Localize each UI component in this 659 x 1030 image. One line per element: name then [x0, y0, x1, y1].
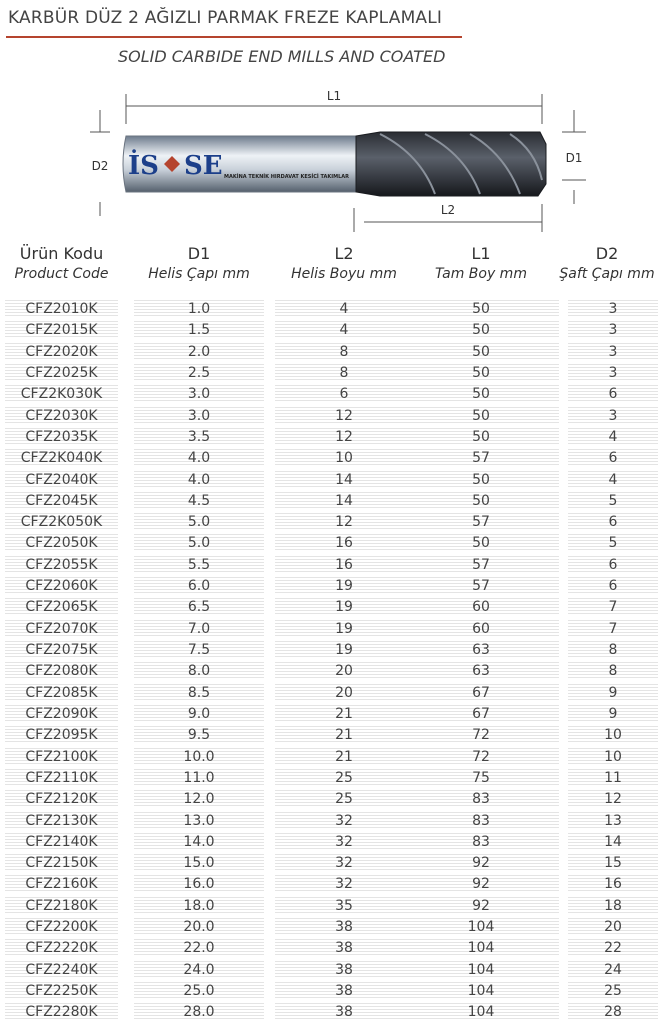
- l2-cell: 38: [275, 1003, 413, 1021]
- d1-cell: 4.5: [134, 492, 264, 510]
- d2-cell: 8: [568, 641, 658, 659]
- d2-cell: 4: [568, 471, 658, 489]
- product-code-cell: CFZ2K030K: [5, 385, 118, 403]
- product-table: [0, 298, 659, 1023]
- table-row: [0, 511, 659, 532]
- d1-cell: 12.0: [134, 790, 264, 808]
- d1-cell: 3.0: [134, 385, 264, 403]
- table-row: [0, 895, 659, 916]
- product-code-cell: CFZ2150K: [5, 854, 118, 872]
- product-code-cell: CFZ2220K: [5, 939, 118, 957]
- d2-cell: 3: [568, 321, 658, 339]
- l1-cell: 57: [403, 577, 559, 595]
- l1-cell: 92: [403, 897, 559, 915]
- d1-cell: 3.0: [134, 407, 264, 425]
- l1-cell: 50: [403, 385, 559, 403]
- d2-cell: 6: [568, 577, 658, 595]
- l1-cell: 67: [403, 684, 559, 702]
- d1-cell: 16.0: [134, 875, 264, 893]
- table-row: [0, 724, 659, 745]
- d1-cell: 20.0: [134, 918, 264, 936]
- d2-cell: 5: [568, 534, 658, 552]
- product-code-cell: CFZ2010K: [5, 300, 118, 318]
- l1-cell: 50: [403, 407, 559, 425]
- header-l2-tr: L2: [334, 244, 354, 263]
- l2-cell: 32: [275, 812, 413, 830]
- l1-cell: 83: [403, 790, 559, 808]
- d2-cell: 9: [568, 684, 658, 702]
- d1-cell: 9.0: [134, 705, 264, 723]
- d2-cell: 3: [568, 364, 658, 382]
- l2-cell: 19: [275, 641, 413, 659]
- l1-cell: 92: [403, 875, 559, 893]
- l2-cell: 10: [275, 449, 413, 467]
- l1-cell: 92: [403, 854, 559, 872]
- table-row: [0, 873, 659, 894]
- product-code-cell: CFZ2025K: [5, 364, 118, 382]
- d1-cell: 10.0: [134, 748, 264, 766]
- logo-right: SE: [184, 151, 223, 181]
- table-row: [0, 532, 659, 553]
- d1-cell: 25.0: [134, 982, 264, 1000]
- d2-cell: 25: [568, 982, 658, 1000]
- table-row: [0, 639, 659, 660]
- l1-cell: 50: [403, 471, 559, 489]
- l2-cell: 16: [275, 556, 413, 574]
- product-code-cell: CFZ2K040K: [5, 449, 118, 467]
- product-code-cell: CFZ2250K: [5, 982, 118, 1000]
- d1-cell: 5.0: [134, 534, 264, 552]
- l2-cell: 38: [275, 961, 413, 979]
- l2-cell: 25: [275, 790, 413, 808]
- l1-cell: 72: [403, 726, 559, 744]
- table-row: [0, 447, 659, 468]
- table-row: [0, 660, 659, 681]
- table-row: [0, 298, 659, 319]
- product-code-cell: CFZ2140K: [5, 833, 118, 851]
- l1-cell: 67: [403, 705, 559, 723]
- d1-cell: 4.0: [134, 471, 264, 489]
- l2-cell: 16: [275, 534, 413, 552]
- d2-cell: 28: [568, 1003, 658, 1021]
- l2-cell: 32: [275, 833, 413, 851]
- product-code-cell: CFZ2055K: [5, 556, 118, 574]
- header-l1-tr: L1: [471, 244, 491, 263]
- product-code-cell: CFZ2060K: [5, 577, 118, 595]
- l2-cell: 20: [275, 662, 413, 680]
- l1-cell: 50: [403, 428, 559, 446]
- product-code-cell: CFZ2085K: [5, 684, 118, 702]
- d1-cell: 28.0: [134, 1003, 264, 1021]
- d2-cell: 22: [568, 939, 658, 957]
- l1-cell: 60: [403, 620, 559, 638]
- logo-left: İS: [128, 151, 159, 181]
- product-code-cell: CFZ2090K: [5, 705, 118, 723]
- table-row: [0, 959, 659, 980]
- product-code-cell: CFZ2030K: [5, 407, 118, 425]
- d1-cell: 6.0: [134, 577, 264, 595]
- product-code-cell: CFZ2100K: [5, 748, 118, 766]
- l2-cell: 12: [275, 407, 413, 425]
- d2-cell: 6: [568, 513, 658, 531]
- d1-cell: 24.0: [134, 961, 264, 979]
- header-d2-en: Şaft Çapı mm: [559, 266, 655, 282]
- d2-cell: 6: [568, 385, 658, 403]
- table-row: [0, 362, 659, 383]
- logo-tagline: MAKİNA TEKNİK HIRDAVAT KESİCİ TAKIMLAR: [224, 174, 350, 180]
- product-code-cell: CFZ2095K: [5, 726, 118, 744]
- d1-cell: 9.5: [134, 726, 264, 744]
- product-code-cell: CFZ2015K: [5, 321, 118, 339]
- header-product-code-en: Product Code: [14, 266, 109, 282]
- d2-cell: 6: [568, 556, 658, 574]
- l2-cell: 32: [275, 854, 413, 872]
- l1-cell: 57: [403, 556, 559, 574]
- d2-cell: 13: [568, 812, 658, 830]
- d2-cell: 18: [568, 897, 658, 915]
- d2-cell: 12: [568, 790, 658, 808]
- d1-cell: 8.0: [134, 662, 264, 680]
- l1-cell: 57: [403, 449, 559, 467]
- d2-cell: 10: [568, 748, 658, 766]
- l1-cell: 104: [403, 961, 559, 979]
- l2-cell: 20: [275, 684, 413, 702]
- header-product-code: [5, 244, 118, 284]
- table-row: [0, 596, 659, 617]
- d1-cell: 5.5: [134, 556, 264, 574]
- l2-cell: 12: [275, 513, 413, 531]
- d1-cell: 14.0: [134, 833, 264, 851]
- l1-cell: 50: [403, 492, 559, 510]
- product-code-cell: CFZ2130K: [5, 812, 118, 830]
- l2-cell: 19: [275, 577, 413, 595]
- d2-cell: 7: [568, 598, 658, 616]
- table-row: [0, 980, 659, 1001]
- table-row: [0, 831, 659, 852]
- l1-cell: 63: [403, 662, 559, 680]
- d2-cell: 20: [568, 918, 658, 936]
- end-mill-diagram: [80, 84, 600, 234]
- d2-cell: 7: [568, 620, 658, 638]
- l1-cell: 50: [403, 300, 559, 318]
- d2-cell: 8: [568, 662, 658, 680]
- l2-cell: 19: [275, 620, 413, 638]
- d1-cell: 13.0: [134, 812, 264, 830]
- d1-cell: 2.0: [134, 343, 264, 361]
- d1-cell: 2.5: [134, 364, 264, 382]
- l2-cell: 14: [275, 492, 413, 510]
- l1-cell: 60: [403, 598, 559, 616]
- table-row: [0, 746, 659, 767]
- l2-cell: 8: [275, 343, 413, 361]
- l1-cell: 50: [403, 364, 559, 382]
- product-code-cell: CFZ2070K: [5, 620, 118, 638]
- l2-cell: 14: [275, 471, 413, 489]
- d1-cell: 15.0: [134, 854, 264, 872]
- l1-cell: 104: [403, 918, 559, 936]
- d2-cell: 3: [568, 343, 658, 361]
- l1-cell: 72: [403, 748, 559, 766]
- table-row: [0, 767, 659, 788]
- d2-cell: 11: [568, 769, 658, 787]
- table-row: [0, 383, 659, 404]
- d1-cell: 6.5: [134, 598, 264, 616]
- page-subtitle: SOLID CARBIDE END MILLS AND COATED: [118, 47, 446, 66]
- d2-cell: 15: [568, 854, 658, 872]
- table-row: [0, 810, 659, 831]
- product-code-cell: CFZ2035K: [5, 428, 118, 446]
- l2-cell: 38: [275, 939, 413, 957]
- d1-cell: 1.0: [134, 300, 264, 318]
- table-row: [0, 916, 659, 937]
- l2-cell: 21: [275, 726, 413, 744]
- table-row: [0, 426, 659, 447]
- product-code-cell: CFZ2020K: [5, 343, 118, 361]
- l2-cell: 6: [275, 385, 413, 403]
- table-row: [0, 405, 659, 426]
- table-row: [0, 1001, 659, 1022]
- l2-cell: 4: [275, 321, 413, 339]
- table-row: [0, 682, 659, 703]
- d1-cell: 7.5: [134, 641, 264, 659]
- product-code-cell: CFZ2120K: [5, 790, 118, 808]
- l1-cell: 83: [403, 812, 559, 830]
- product-code-cell: CFZ2200K: [5, 918, 118, 936]
- l2-cell: 35: [275, 897, 413, 915]
- product-code-cell: CFZ2075K: [5, 641, 118, 659]
- header-d1-en: Helis Çapı mm: [148, 266, 250, 282]
- product-code-cell: CFZ2K050K: [5, 513, 118, 531]
- l2-cell: 8: [275, 364, 413, 382]
- header-l2: [275, 244, 413, 284]
- l1-cell: 104: [403, 1003, 559, 1021]
- table-row: [0, 319, 659, 340]
- header-product-code-tr: Ürün Kodu: [19, 244, 104, 263]
- table-row: [0, 788, 659, 809]
- table-row: [0, 490, 659, 511]
- header-d2-tr: D2: [595, 244, 619, 263]
- l2-cell: 38: [275, 918, 413, 936]
- table-row: [0, 852, 659, 873]
- d1-cell: 4.0: [134, 449, 264, 467]
- header-d1-tr: D1: [187, 244, 211, 263]
- l2-label: L2: [440, 203, 456, 217]
- table-row: [0, 703, 659, 724]
- d1-cell: 7.0: [134, 620, 264, 638]
- product-code-cell: CFZ2160K: [5, 875, 118, 893]
- table-row: [0, 618, 659, 639]
- d2-label: D2: [91, 159, 109, 173]
- header-d2: [555, 244, 659, 284]
- product-code-cell: CFZ2065K: [5, 598, 118, 616]
- product-code-cell: CFZ2050K: [5, 534, 118, 552]
- l1-cell: 63: [403, 641, 559, 659]
- product-code-cell: CFZ2080K: [5, 662, 118, 680]
- l2-cell: 4: [275, 300, 413, 318]
- l2-cell: 32: [275, 875, 413, 893]
- d1-cell: 22.0: [134, 939, 264, 957]
- l1-label: L1: [326, 89, 342, 103]
- l2-cell: 21: [275, 748, 413, 766]
- page-title: KARBÜR DÜZ 2 AĞIZLI PARMAK FREZE KAPLAMALI: [8, 8, 443, 28]
- product-code-cell: CFZ2040K: [5, 471, 118, 489]
- product-code-cell: CFZ2045K: [5, 492, 118, 510]
- l1-cell: 50: [403, 343, 559, 361]
- l2-cell: 19: [275, 598, 413, 616]
- l1-cell: 57: [403, 513, 559, 531]
- product-code-cell: CFZ2110K: [5, 769, 118, 787]
- d2-cell: 16: [568, 875, 658, 893]
- product-code-cell: CFZ2280K: [5, 1003, 118, 1021]
- d1-cell: 8.5: [134, 684, 264, 702]
- header-l2-en: Helis Boyu mm: [291, 266, 397, 282]
- l1-cell: 104: [403, 982, 559, 1000]
- table-row: [0, 937, 659, 958]
- table-row: [0, 341, 659, 362]
- product-code-cell: CFZ2180K: [5, 897, 118, 915]
- title-divider: [6, 36, 462, 38]
- l2-cell: 12: [275, 428, 413, 446]
- table-row: [0, 469, 659, 490]
- d2-cell: 5: [568, 492, 658, 510]
- table-row: [0, 575, 659, 596]
- header-l1-en: Tam Boy mm: [435, 266, 527, 282]
- d2-cell: 3: [568, 300, 658, 318]
- d1-cell: 1.5: [134, 321, 264, 339]
- header-d1: [134, 244, 264, 284]
- d2-cell: 3: [568, 407, 658, 425]
- l2-cell: 25: [275, 769, 413, 787]
- l1-cell: 83: [403, 833, 559, 851]
- l1-cell: 75: [403, 769, 559, 787]
- product-code-cell: CFZ2240K: [5, 961, 118, 979]
- l1-cell: 104: [403, 939, 559, 957]
- d2-cell: 14: [568, 833, 658, 851]
- d2-cell: 6: [568, 449, 658, 467]
- d1-cell: 3.5: [134, 428, 264, 446]
- d1-cell: 5.0: [134, 513, 264, 531]
- header-l1: [403, 244, 559, 284]
- d1-cell: 11.0: [134, 769, 264, 787]
- l1-cell: 50: [403, 321, 559, 339]
- d2-cell: 9: [568, 705, 658, 723]
- d1-label: D1: [565, 151, 583, 165]
- d2-cell: 10: [568, 726, 658, 744]
- d2-cell: 4: [568, 428, 658, 446]
- l2-cell: 21: [275, 705, 413, 723]
- l2-cell: 38: [275, 982, 413, 1000]
- l1-cell: 50: [403, 534, 559, 552]
- table-row: [0, 554, 659, 575]
- d1-cell: 18.0: [134, 897, 264, 915]
- d2-cell: 24: [568, 961, 658, 979]
